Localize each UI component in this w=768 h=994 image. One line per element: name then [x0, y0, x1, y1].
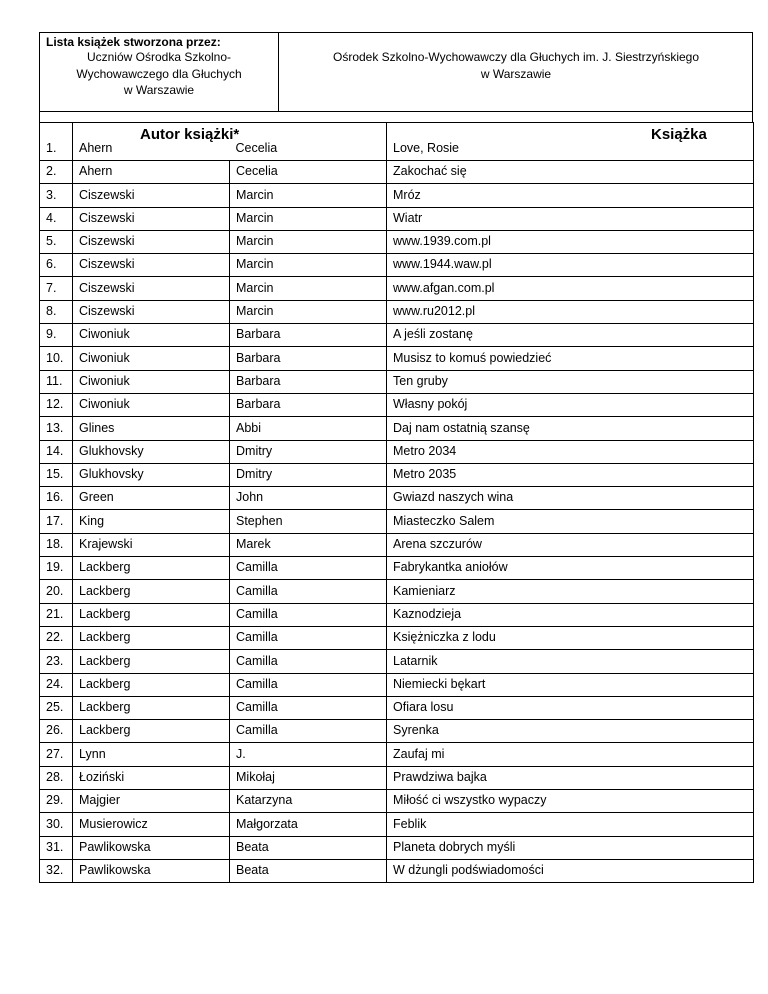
row-number: 25.: [40, 696, 73, 719]
table-row: [40, 230, 754, 253]
author-first-name: Cecelia: [230, 123, 387, 161]
author-last-name: Ciszewski: [73, 300, 230, 323]
table-row: [40, 324, 754, 347]
table-row: [40, 696, 754, 719]
row-number: 14.: [40, 440, 73, 463]
institution-line-1: Ośrodek Szkolno-Wychowawczy dla Głuchych im. J. Siestrzyńskiego: [332, 50, 700, 64]
table-row: [40, 859, 754, 882]
row-number: 31.: [40, 836, 73, 859]
book-title: www.ru2012.pl: [387, 300, 754, 323]
author-last-name: Ahern: [73, 123, 230, 161]
book-title: Ten gruby: [387, 370, 754, 393]
row-number: 15.: [40, 463, 73, 486]
row-number: 21.: [40, 603, 73, 626]
book-title: Kamieniarz: [387, 580, 754, 603]
author-last-name: Ciwoniuk: [73, 393, 230, 416]
author-first-name: Barbara: [230, 393, 387, 416]
author-first-name: Marcin: [230, 254, 387, 277]
table-row: [40, 836, 754, 859]
author-first-name: Marcin: [230, 300, 387, 323]
row-number: 20.: [40, 580, 73, 603]
table-row: [40, 673, 754, 696]
row-number: 5.: [40, 230, 73, 253]
author-last-name: King: [73, 510, 230, 533]
row-number: 13.: [40, 417, 73, 440]
author-last-name: Lackberg: [73, 626, 230, 649]
author-first-name: Camilla: [230, 673, 387, 696]
book-title: Planeta dobrych myśli: [387, 836, 754, 859]
book-title: Mróz: [387, 184, 754, 207]
book-title: Miłość ci wszystko wypaczy: [387, 790, 754, 813]
row-number: 26.: [40, 720, 73, 743]
author-first-name: Abbi: [230, 417, 387, 440]
author-first-name: Marek: [230, 533, 387, 556]
table-row: [40, 184, 754, 207]
row-number: 16.: [40, 487, 73, 510]
table-row: [40, 370, 754, 393]
author-last-name: Pawlikowska: [73, 859, 230, 882]
table-row: [40, 743, 754, 766]
table-row: [40, 603, 754, 626]
row-number: 6.: [40, 254, 73, 277]
author-last-name: Glukhovsky: [73, 463, 230, 486]
author-last-name: Ciwoniuk: [73, 324, 230, 347]
author-last-name: Ciszewski: [73, 230, 230, 253]
book-title: A jeśli zostanę: [387, 324, 754, 347]
author-first-name: Camilla: [230, 580, 387, 603]
book-title: www.1939.com.pl: [387, 230, 754, 253]
book-title: Własny pokój: [387, 393, 754, 416]
author-last-name: Krajewski: [73, 533, 230, 556]
book-title: Ofiara losu: [387, 696, 754, 719]
book-title: Musisz to komuś powiedzieć: [387, 347, 754, 370]
table-row: [40, 347, 754, 370]
author-first-name: Marcin: [230, 230, 387, 253]
book-title: Metro 2035: [387, 463, 754, 486]
row-number: 28.: [40, 766, 73, 789]
book-title: Zakochać się: [387, 161, 754, 184]
author-first-name: Camilla: [230, 696, 387, 719]
book-title: Feblik: [387, 813, 754, 836]
book-title: Niemiecki bękart: [387, 673, 754, 696]
author-last-name: Ciszewski: [73, 277, 230, 300]
book-table: [39, 122, 754, 883]
author-last-name: Ciszewski: [73, 207, 230, 230]
author-first-name: Beata: [230, 859, 387, 882]
author-first-name: Dmitry: [230, 463, 387, 486]
table-row: [40, 440, 754, 463]
row-number: 2.: [40, 161, 73, 184]
row-number: 19.: [40, 557, 73, 580]
row-number: 11.: [40, 370, 73, 393]
author-first-name: Camilla: [230, 557, 387, 580]
book-title: Księżniczka z lodu: [387, 626, 754, 649]
book-title: Prawdziwa bajka: [387, 766, 754, 789]
author-first-name: Barbara: [230, 347, 387, 370]
table-row: [40, 580, 754, 603]
table-row: [40, 300, 754, 323]
table-row: [40, 766, 754, 789]
table-row: [40, 626, 754, 649]
book-title: Fabrykantka aniołów: [387, 557, 754, 580]
author-first-name: Małgorzata: [230, 813, 387, 836]
table-row: [40, 557, 754, 580]
author-first-name: Cecelia: [230, 161, 387, 184]
book-title: Zaufaj mi: [387, 743, 754, 766]
author-first-name: Stephen: [230, 510, 387, 533]
author-first-name: Camilla: [230, 603, 387, 626]
row-number: 17.: [40, 510, 73, 533]
table-row: [40, 813, 754, 836]
author-last-name: Lynn: [73, 743, 230, 766]
author-last-name: Lackberg: [73, 720, 230, 743]
author-first-name: Barbara: [230, 324, 387, 347]
author-last-name: Ciszewski: [73, 184, 230, 207]
author-first-name: Marcin: [230, 207, 387, 230]
author-last-name: Lackberg: [73, 557, 230, 580]
book-title: Daj nam ostatnią szansę: [387, 417, 754, 440]
author-last-name: Ciszewski: [73, 254, 230, 277]
table-row: [40, 161, 754, 184]
table-row: [40, 533, 754, 556]
row-number: 29.: [40, 790, 73, 813]
table-row: [40, 277, 754, 300]
book-title: Gwiazd naszych wina: [387, 487, 754, 510]
author-last-name: Majgier: [73, 790, 230, 813]
author-header: Autor książki*: [140, 126, 240, 143]
row-number: 32.: [40, 859, 73, 882]
row-number: 9.: [40, 324, 73, 347]
row-number: 22.: [40, 626, 73, 649]
author-first-name: Barbara: [230, 370, 387, 393]
book-title: Syrenka: [387, 720, 754, 743]
author-last-name: Ciwoniuk: [73, 347, 230, 370]
header-institution: [278, 33, 753, 111]
author-last-name: Lackberg: [73, 603, 230, 626]
author-first-name: J.: [230, 743, 387, 766]
author-first-name: John: [230, 487, 387, 510]
table-row: [40, 254, 754, 277]
author-last-name: Green: [73, 487, 230, 510]
created-by-line-1: Uczniów Ośrodka Szkolno-: [86, 50, 232, 64]
table-row: [40, 207, 754, 230]
author-first-name: Beata: [230, 836, 387, 859]
author-last-name: Lackberg: [73, 650, 230, 673]
table-row: [40, 487, 754, 510]
author-last-name: Lackberg: [73, 696, 230, 719]
book-title: www.1944.waw.pl: [387, 254, 754, 277]
table-row: [40, 417, 754, 440]
book-title: Arena szczurów: [387, 533, 754, 556]
list-title: Lista książek stworzona przez:: [46, 35, 221, 49]
row-number: 3.: [40, 184, 73, 207]
table-row: [40, 790, 754, 813]
row-number: 7.: [40, 277, 73, 300]
author-first-name: Katarzyna: [230, 790, 387, 813]
book-title: Latarnik: [387, 650, 754, 673]
author-first-name: Camilla: [230, 720, 387, 743]
book-header: Książka: [651, 126, 707, 143]
author-first-name: Marcin: [230, 277, 387, 300]
created-by-line-2: Wychowawczego dla Głuchych: [76, 67, 242, 81]
author-last-name: Musierowicz: [73, 813, 230, 836]
author-last-name: Lackberg: [73, 673, 230, 696]
author-last-name: Glines: [73, 417, 230, 440]
row-number: 27.: [40, 743, 73, 766]
author-last-name: Ciwoniuk: [73, 370, 230, 393]
book-title: Metro 2034: [387, 440, 754, 463]
author-first-name: Mikołaj: [230, 766, 387, 789]
header-created-by: [40, 33, 278, 111]
book-title: W dżungli podświadomości: [387, 859, 754, 882]
table-row: [40, 463, 754, 486]
row-number: 10.: [40, 347, 73, 370]
author-last-name: Ahern: [73, 161, 230, 184]
book-title: Miasteczko Salem: [387, 510, 754, 533]
author-last-name: Glukhovsky: [73, 440, 230, 463]
row-number: 12.: [40, 393, 73, 416]
row-number: 24.: [40, 673, 73, 696]
row-number: 8.: [40, 300, 73, 323]
book-title: Kaznodzieja: [387, 603, 754, 626]
institution-line-2: w Warszawie: [480, 67, 552, 81]
row-number: 18.: [40, 533, 73, 556]
author-first-name: Camilla: [230, 626, 387, 649]
row-number: 4.: [40, 207, 73, 230]
created-by-line-3: w Warszawie: [123, 83, 195, 97]
author-last-name: Łoziński: [73, 766, 230, 789]
book-title: Love, Rosie: [387, 123, 754, 161]
book-title: Wiatr: [387, 207, 754, 230]
author-first-name: Dmitry: [230, 440, 387, 463]
author-first-name: Marcin: [230, 184, 387, 207]
table-row: [40, 510, 754, 533]
book-title: www.afgan.com.pl: [387, 277, 754, 300]
row-number: 23.: [40, 650, 73, 673]
table-row: [40, 393, 754, 416]
author-last-name: Pawlikowska: [73, 836, 230, 859]
author-first-name: Camilla: [230, 650, 387, 673]
table-row: [40, 720, 754, 743]
table-row: [40, 650, 754, 673]
row-number: 1.: [40, 123, 73, 161]
row-number: 30.: [40, 813, 73, 836]
author-last-name: Lackberg: [73, 580, 230, 603]
